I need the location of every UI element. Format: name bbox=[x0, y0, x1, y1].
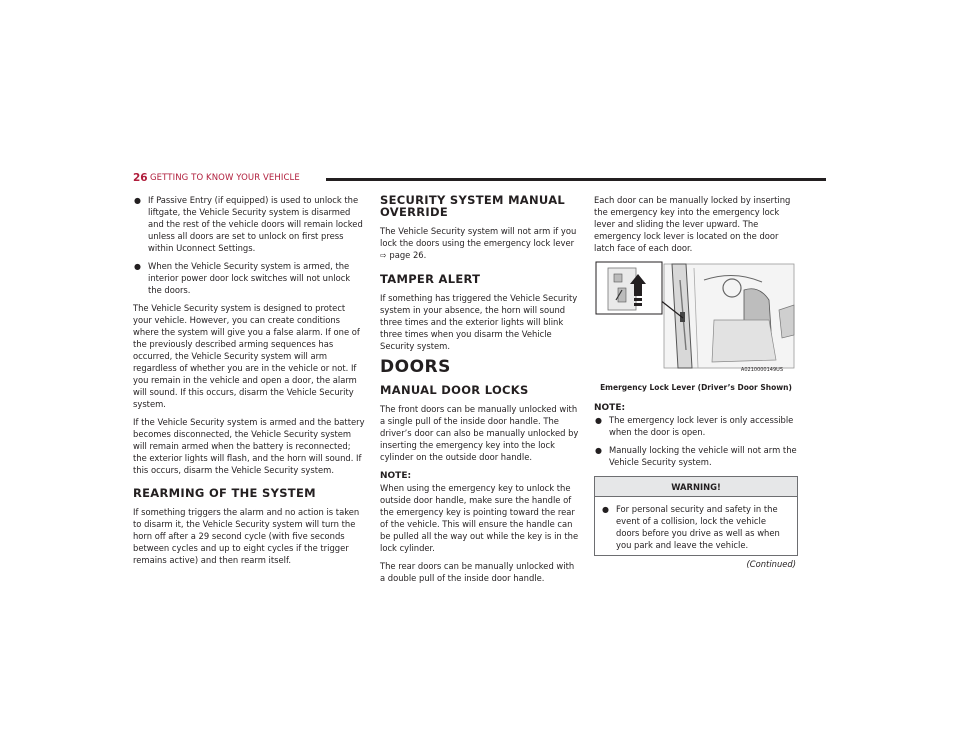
column-2 bbox=[380, 194, 580, 590]
bullet-text: Manually locking the vehicle will not arm the Vehicle Security system. bbox=[609, 445, 797, 467]
paragraph: If something has triggered the Vehicle Security system in your absence, the horn will sound three times and the exterior lights will blink three times when you disarm the Vehicle Security system. bbox=[380, 293, 578, 351]
warning-body bbox=[595, 497, 797, 555]
bullet-icon: ● bbox=[134, 262, 141, 271]
note-text: When using the emergency key to unlock the outside door handle, make sure the handle of the emergency key is pointing toward the rear of the vehicle. This will ensure the handle can be pulled all the way out while the key is in the lock cylinder. bbox=[380, 483, 579, 553]
list-item bbox=[594, 444, 798, 468]
list-item bbox=[594, 414, 798, 438]
heading-doors: DOORS bbox=[380, 357, 451, 377]
page-header bbox=[133, 168, 826, 188]
heading-rearming: REARMING OF THE SYSTEM bbox=[133, 486, 316, 500]
paragraph bbox=[380, 225, 580, 262]
heading-manual-override: SECURITY SYSTEM MANUAL OVERRIDE bbox=[380, 193, 566, 219]
column-3 bbox=[594, 194, 798, 570]
warning-box bbox=[594, 476, 798, 556]
page-number: 26 bbox=[133, 172, 148, 184]
bullet-icon: ● bbox=[602, 505, 609, 514]
note-label: NOTE: bbox=[594, 403, 626, 413]
override-text: The Vehicle Security system will not arm if you lock the doors using the emergency lock lever bbox=[380, 226, 577, 248]
paragraph: The rear doors can be manually unlocked with a double pull of the inside door handle. bbox=[380, 561, 575, 583]
paragraph: The front doors can be manually unlocked with a single pull of the inside door handle. The driver’s door can also be manually unlocked by inserting the emergency key into the lock cylinder on the outside door handle. bbox=[380, 404, 579, 462]
paragraph: If something triggers the alarm and no action is taken to disarm it, the Vehicle Security system will turn the horn off after a 29 second cycle (with five seconds between cycles and up to eight cycles if the trigger remains active) and then rearm itself. bbox=[133, 507, 360, 565]
heading-tamper-alert: TAMPER ALERT bbox=[380, 272, 481, 286]
section-title: GETTING TO KNOW YOUR VEHICLE bbox=[150, 173, 300, 183]
warning-text: For personal security and safety in the event of a collision, lock the vehicle doors before you drive as well as when you park and leave the vehicle. bbox=[616, 504, 780, 550]
page-reference-link[interactable]: page 26. bbox=[389, 250, 427, 260]
bullet-icon: ● bbox=[134, 196, 141, 205]
paragraph: Each door can be manually locked by inserting the emergency key into the emergency lock lever and sliding the lever upward. The emergency lock lever is located on the door latch face of each door. bbox=[594, 195, 791, 253]
list-item bbox=[601, 503, 791, 551]
figure-caption: Emergency Lock Lever (Driver’s Door Shown) bbox=[600, 383, 792, 392]
header-rule bbox=[326, 178, 826, 181]
bullet-text: When the Vehicle Security system is armed, the interior power door lock switches will not unlock the doors. bbox=[148, 261, 351, 295]
bullet-text: If Passive Entry (if equipped) is used to unlock the liftgate, the Vehicle Security system is disarmed and the rest of the vehicle doors will remain locked unless all doors are set to unlock on first press within Uconnect Settings. bbox=[148, 195, 363, 253]
door-illustration bbox=[594, 260, 797, 380]
figure-code: A0210000149US bbox=[740, 367, 783, 373]
continued-label: (Continued) bbox=[746, 559, 796, 569]
list-item bbox=[133, 260, 365, 296]
warning-title: WARNING! bbox=[595, 477, 797, 497]
bullet-icon: ● bbox=[595, 446, 602, 455]
column-1 bbox=[133, 194, 365, 572]
heading-manual-door-locks: MANUAL DOOR LOCKS bbox=[380, 383, 529, 397]
bullet-text: The emergency lock lever is only accessible when the door is open. bbox=[609, 415, 794, 437]
list-item bbox=[133, 194, 365, 254]
bullet-icon: ● bbox=[595, 416, 602, 425]
paragraph: If the Vehicle Security system is armed and the battery becomes disconnected, the Vehicle Security system will remain armed when the battery is reconnected; the exterior lights will flash, and the horn will sound. If this occurs, disarm the Vehicle Security system. bbox=[133, 417, 365, 475]
note-label: NOTE: bbox=[380, 471, 412, 481]
page-reference-arrow-icon: ⇨ bbox=[380, 251, 387, 260]
emergency-lock-lever-figure bbox=[594, 260, 797, 380]
paragraph: The Vehicle Security system is designed to protect your vehicle. However, you can create conditions where the system will give you a false alarm. If one of the previously described arming sequences has occurred, the Vehicle Security system will arm regardless of whether you are in the vehicle or not. If you remain in the vehicle and open a door, the alarm will sound. If this occurs, disarm the Vehicle Security system. bbox=[133, 303, 360, 409]
